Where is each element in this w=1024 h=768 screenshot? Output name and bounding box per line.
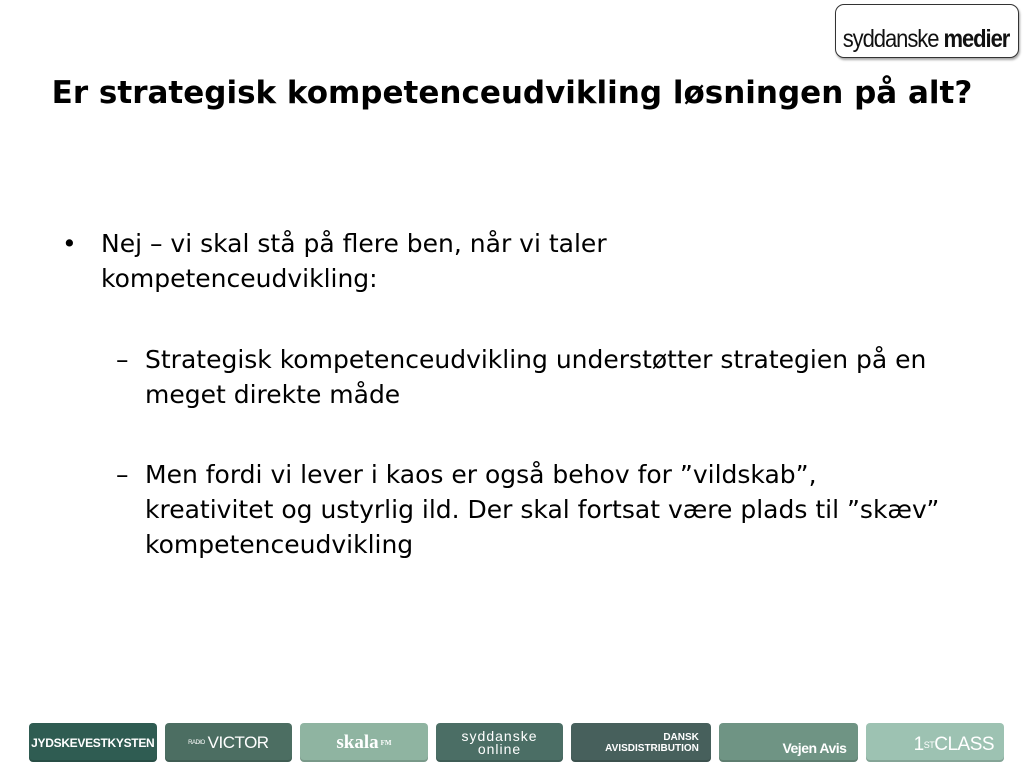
footer-logo-strip bbox=[29, 723, 1004, 762]
jydskevestkysten-logo: JYDSKEVESTKYSTEN bbox=[29, 723, 157, 762]
sub-bullet-marker: – bbox=[116, 345, 129, 374]
vejen-avis-logo: Vejen Avis bbox=[719, 723, 859, 762]
bullet-marker: • bbox=[62, 229, 77, 258]
slide-title: Er strategisk kompetenceudvikling løsningen på alt? bbox=[51, 75, 973, 111]
bullet-text: Nej – vi skal stå på flere ben, når vi taler kompetenceudvikling: bbox=[101, 229, 607, 293]
skala-fm-logo: skala FM bbox=[300, 723, 428, 762]
sub-bullet-marker: – bbox=[116, 460, 129, 489]
sub-bullet-text: Strategisk kompetenceudvikling understøtter strategien på en meget direkte måde bbox=[145, 345, 927, 409]
syddanske-online-logo: syddanske online bbox=[436, 723, 564, 762]
sub-bullet-text: Men fordi vi lever i kaos er også behov for ”vildskab”, kreativitet og ustyrlig ild. Der skal fortsat være plads til ”skæv” kompetenceudvikling bbox=[145, 460, 940, 559]
1st-class-logo: 1 ST CLASS bbox=[866, 723, 1004, 762]
logo-text: syddanske medier bbox=[842, 25, 1009, 53]
radio-victor-logo: RADIO VICTOR bbox=[165, 723, 293, 762]
dansk-avisdistribution-logo: DANSK AVISDISTRIBUTION bbox=[571, 723, 711, 762]
syddanske-medier-logo bbox=[835, 4, 1019, 58]
